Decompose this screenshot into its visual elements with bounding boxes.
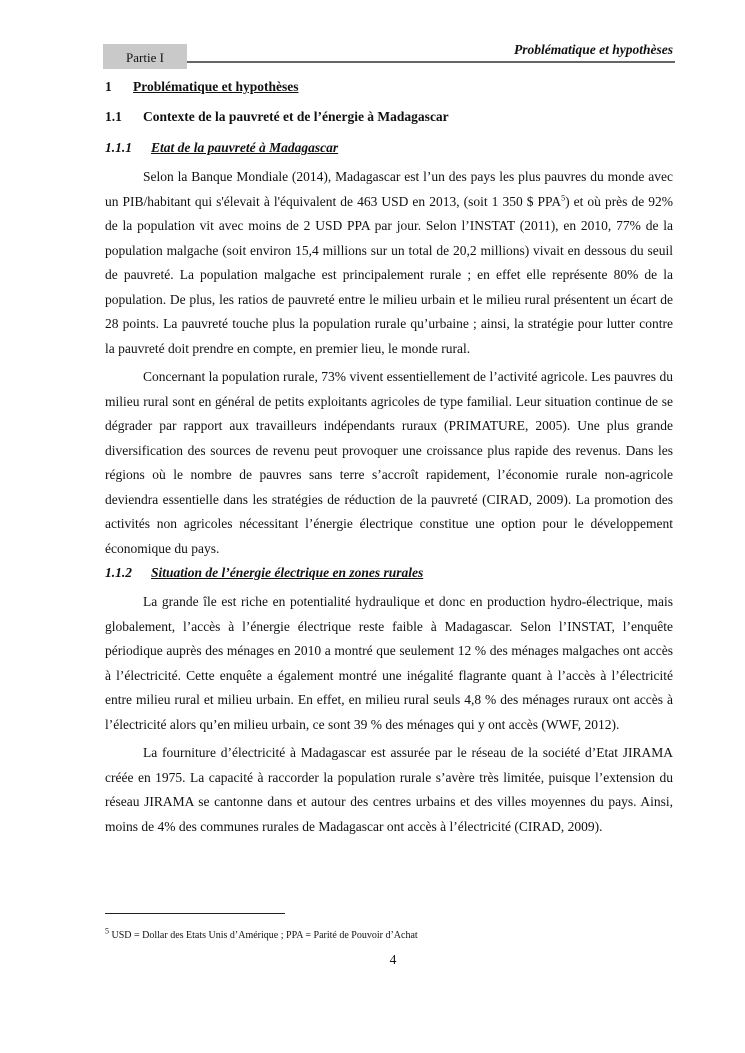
heading-1-1-2 xyxy=(105,565,423,581)
heading-number: 1.1.1 xyxy=(105,140,132,155)
heading-1 xyxy=(105,79,299,95)
heading-title: Contexte de la pauvreté et de l’énergie à Madagascar xyxy=(143,109,449,124)
heading-title: Problématique et hypothèses xyxy=(133,79,299,94)
paragraph-jirama: La fourniture d’électricité à Madagascar est assurée par le réseau de la société d’Etat JIRAMA créée en 1975. La capacité à raccorder la population rurale s’avère très limitée, puisque l’extension du réseau JIRAMA se cantonne dans et autour des centres urbains et des villes moyennes du pays. Ainsi, moins de 4% des communes rurales de Madagascar ont accès à l’électricité (CIRAD, 2009). xyxy=(105,745,673,834)
page-number: 4 xyxy=(389,952,397,967)
heading-title: Situation de l’énergie électrique en zones rurales xyxy=(151,565,424,580)
running-title: Problématique et hypothèses xyxy=(514,42,673,57)
heading-title: Etat de la pauvreté à Madagascar xyxy=(151,140,339,155)
text: ) et où près de 92% de la population vit avec moins de 2 USD PPA par jour. Selon l’INSTAT (2011), en 2010, 77% de la population malgache (soit environ 15,4 millions sur un total de 20,2 millions) vivait en dessous du seuil de pauvreté. La population malgache est principalement rurale ; en effet elle représente 80% de la population. De plus, les ratios de pauvreté entre le milieu urbain et le milieu rural présentent un écart de 28 points. La pauvreté touche plus la population rurale qu’urbaine ; ainsi, la stratégie pour lutter contre la pauvreté doit prendre en compte, en premier lieu, le monde rural. xyxy=(105,193,673,356)
paragraph-electricity-access: La grande île est riche en potentialité hydraulique et donc en production hydro-électrique, mais globalement, l’accès à l’énergie électrique reste faible à Madagascar. Selon l’INSTAT, l’enquête périodique auprès des ménages en 2010 a montré que seulement 12 % des ménages malgaches ont accès à l’électricité. Cette enquête a également montré une inégalité flagrante quant à l’accès à l’électricité entre milieu rural et milieu urbain. En effet, en milieu rural seuls 4,8 % des ménages ruraux ont accès à l’électricité alors qu’en milieu urbain, ce sont 39 % des ménages qui y ont accès (WWF, 2012). xyxy=(105,594,673,732)
paragraph-poverty xyxy=(105,165,673,361)
footnote-rule xyxy=(105,913,285,914)
footnote xyxy=(105,926,418,941)
text: Selon la Banque Mondiale (2014), Madagascar est l’un des pays les plus pauvres du monde avec un PIB/habitant qui s'élevait à l'équivalent de 463 USD en 2013, (soit 1 350 $ PPA xyxy=(105,169,673,209)
footnote-mark: 5 xyxy=(105,926,109,936)
footnote-ref[interactable]: 5 xyxy=(561,193,566,202)
heading-1-1-1 xyxy=(105,140,338,156)
heading-1-1 xyxy=(105,109,449,125)
part-label: Partie I xyxy=(103,44,187,69)
heading-number: 1.1.2 xyxy=(105,565,132,580)
footnote-text: USD = Dollar des Etats Unis d’Amérique ; PPA = Parité de Pouvoir d’Achat xyxy=(109,930,418,941)
header-rule xyxy=(187,61,675,63)
heading-number: 1 xyxy=(105,79,112,94)
heading-number: 1.1 xyxy=(105,109,122,124)
paragraph-rural-population: Concernant la population rurale, 73% vivent essentiellement de l’activité agricole. Les pauvres du milieu rural sont en général de petits exploitants agricoles de type familial. Leur situation continue de se dégrader par rapport aux travailleurs indépendants ruraux (PRIMATURE, 2005). Une plus grande diversification des sources de revenu peut provoquer une croissance plus rapide des revenus. Dans les régions où le nombre de pauvres sans terre s’accroît rapidement, l’économie rurale non-agricole deviendra essentielle dans les stratégies de réduction de la pauvreté (CIRAD, 2009). La promotion des activités non agricoles nécessitant l’énergie électrique constitue une option pour le développement économique du pays. xyxy=(105,369,673,556)
